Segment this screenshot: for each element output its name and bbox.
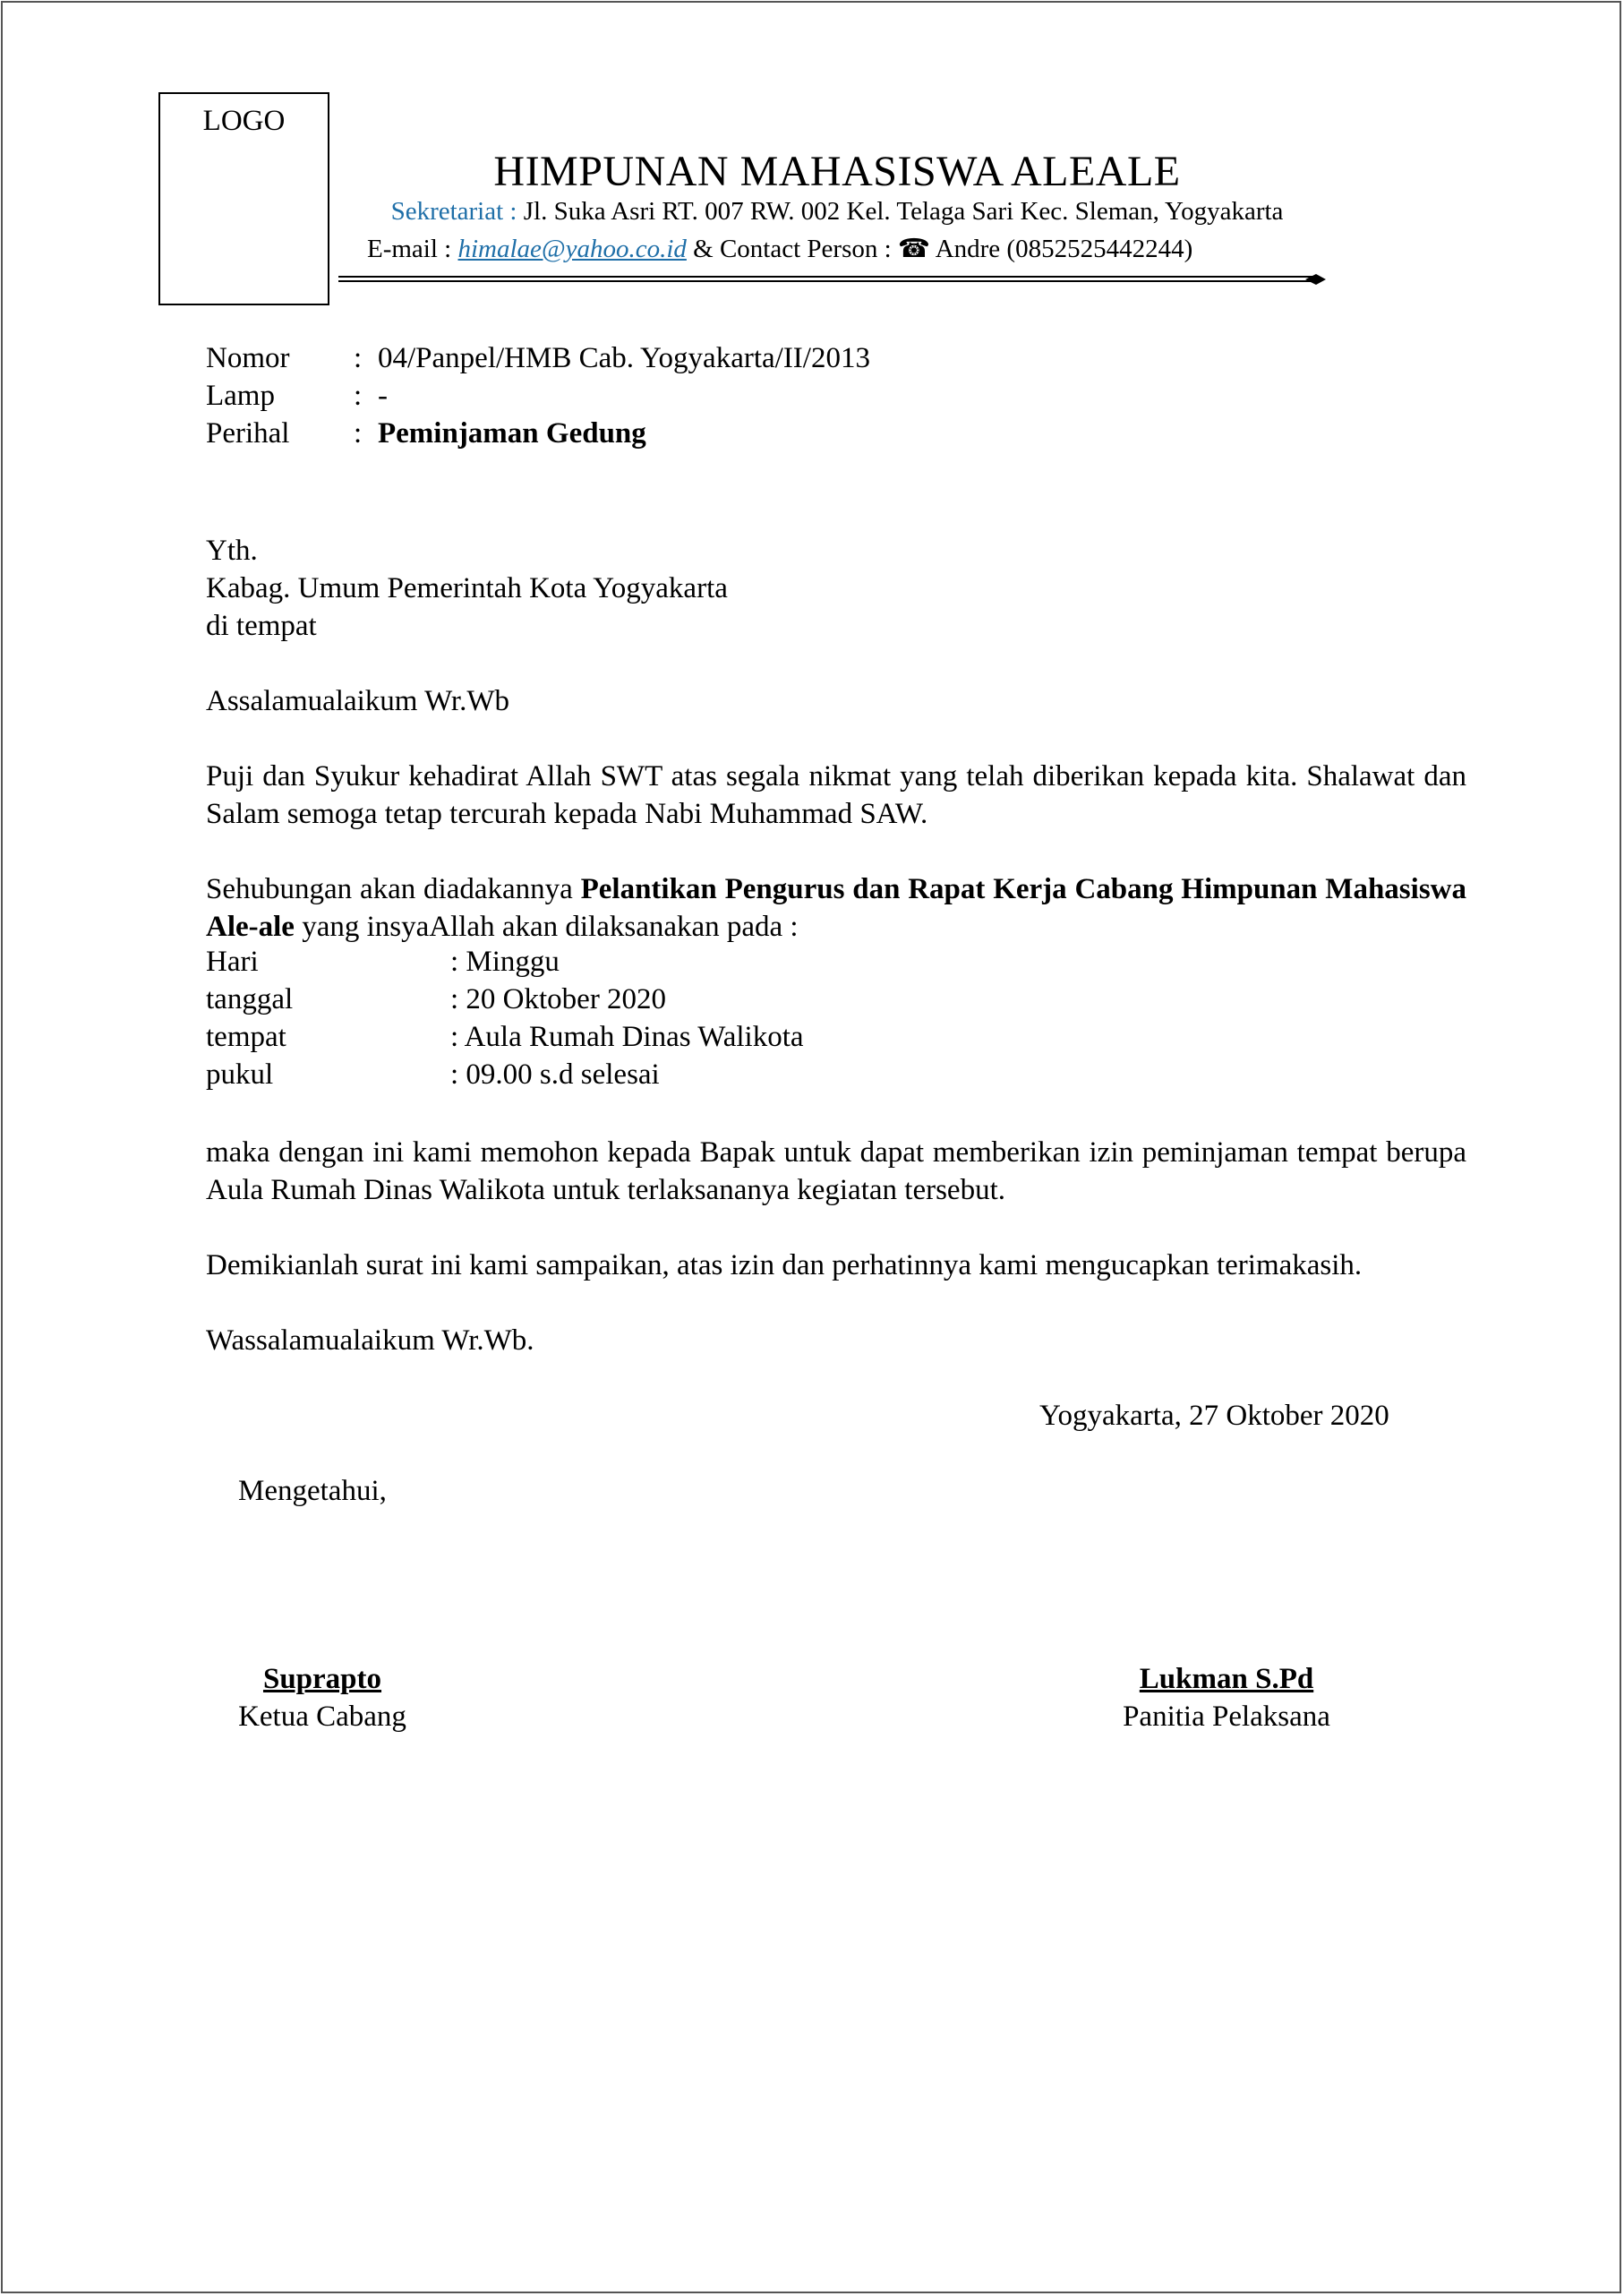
event-name: Pelantikan Pengurus dan Rapat Kerja Cabang Himpunan Mahasiswa Ale-ale	[206, 873, 1466, 943]
contact-line	[367, 233, 1262, 264]
meta-value: -	[378, 380, 388, 412]
event-suffix: yang insyaAllah akan dilaksanakan pada :	[302, 911, 799, 943]
schedule-key: pukul	[206, 1058, 274, 1091]
logo-placeholder	[158, 92, 329, 305]
paragraph-request: maka dengan ini kami memohon kepada Bapak untuk dapat memberikan izin peminjaman tempat berupa Aula Rumah Dinas Walikota untuk terlaksananya kegiatan tersebut.	[206, 1136, 1466, 1206]
address-text: Jl. Suka Asri RT. 007 RW. 002 Kel. Telaga Sari Kec. Sleman, Yogyakarta	[523, 197, 1284, 226]
recipient-place: di tempat	[206, 610, 317, 642]
acknowledge-label: Mengetahui,	[238, 1475, 387, 1507]
schedule-value: : Minggu	[450, 946, 560, 978]
organization-name: HIMPUNAN MAHASISWA ALEALE	[493, 148, 1181, 195]
signatory-left	[161, 1660, 483, 1735]
email-label: E-mail :	[367, 235, 452, 263]
meta-key: Nomor	[206, 342, 290, 374]
schedule-value: : Aula Rumah Dinas Walikota	[450, 1021, 804, 1053]
meta-key: Perihal	[206, 417, 290, 450]
meta-value: 04/Panpel/HMB Cab. Yogyakarta/II/2013	[378, 342, 870, 374]
closing-salutation: Wassalamualaikum Wr.Wb.	[206, 1324, 534, 1357]
signatory-right-name: Lukman S.Pd	[1139, 1663, 1314, 1695]
schedule-value: : 09.00 s.d selesai	[450, 1058, 660, 1091]
letterhead-divider	[338, 274, 1326, 285]
contact-person: Andre (0852525442244)	[935, 235, 1193, 263]
logo-label: LOGO	[202, 105, 286, 137]
paragraph-event	[206, 870, 1466, 946]
greeting: Assalamualaikum Wr.Wb	[206, 685, 509, 717]
address-line	[349, 197, 1325, 227]
meta-colon: :	[354, 417, 363, 450]
schedule-key: Hari	[206, 946, 259, 978]
email-link[interactable]: himalae@yahoo.co.id	[457, 235, 687, 263]
recipient-yth: Yth.	[206, 535, 258, 567]
schedule-key: tempat	[206, 1021, 286, 1053]
signatory-left-title: Ketua Cabang	[238, 1701, 406, 1733]
contact-label: & Contact Person :	[693, 235, 892, 263]
schedule-key: tanggal	[206, 983, 294, 1015]
signatory-left-name: Suprapto	[262, 1663, 382, 1695]
signatory-right-title: Panitia Pelaksana	[1123, 1701, 1330, 1733]
meta-colon: :	[354, 380, 363, 412]
signatory-right	[1047, 1660, 1406, 1735]
paragraph-opening: Puji dan Syukur kehadirat Allah SWT atas segala nikmat yang telah diberikan kepada kita. Shalawat dan Salam semoga tetap tercurah kepada Nabi Muhammad SAW.	[206, 760, 1466, 830]
event-prefix: Sehubungan akan diadakannya	[206, 873, 573, 905]
meta-key: Lamp	[206, 380, 275, 412]
place-date: Yogyakarta, 27 Oktober 2020	[1039, 1400, 1389, 1432]
recipient-name: Kabag. Umum Pemerintah Kota Yogyakarta	[206, 572, 728, 604]
paragraph-closing: Demikianlah surat ini kami sampaikan, atas izin dan perhatinnya kami mengucapkan terimakasih.	[206, 1249, 1363, 1281]
meta-value: Peminjaman Gedung	[378, 417, 646, 450]
address-label: Sekretariat :	[390, 197, 517, 226]
schedule-value: : 20 Oktober 2020	[450, 983, 667, 1015]
phone-icon: ☎	[897, 235, 931, 263]
meta-colon: :	[354, 342, 363, 374]
